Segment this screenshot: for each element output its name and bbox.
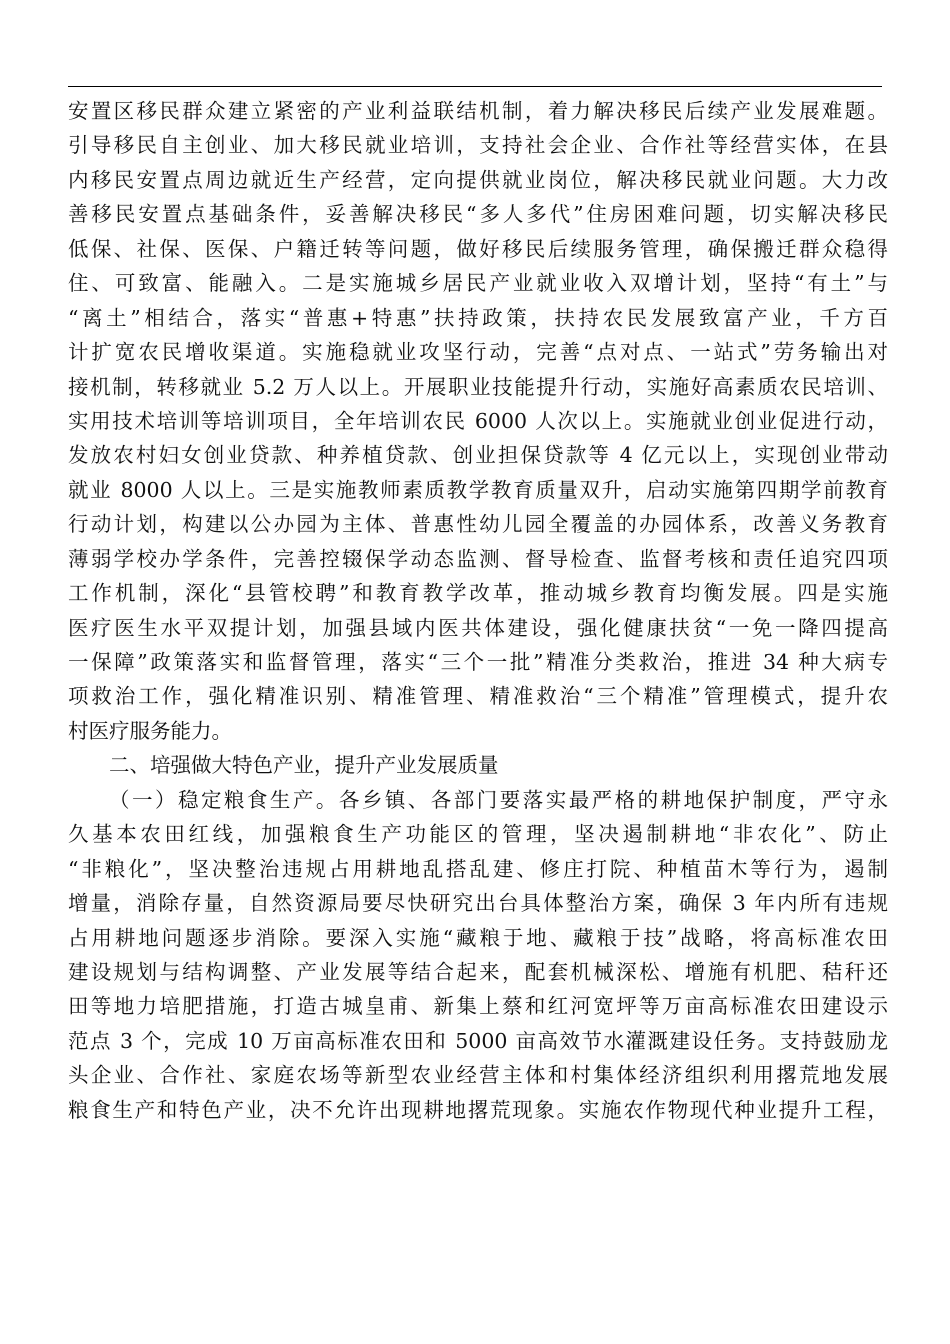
text-line: 薄弱学校办学条件，完善控辍保学动态监测、督导检查、监督考核和责任追究四项: [68, 546, 888, 571]
text-line: 增量，消除存量，自然资源局要尽快研究出台具体整治方案，确保 3 年内所有违规: [68, 891, 888, 916]
text-line: 占用耕地问题逐步消除。要深入实施“藏粮于地、藏粮于技”战略，将高标准农田: [68, 925, 888, 950]
text-line: 头企业、合作社、家庭农场等新型农业经营主体和村集体经济组织利用撂荒地发展: [68, 1063, 888, 1088]
text-line: （一）稳定粮食生产。各乡镇、各部门要落实最严格的耕地保护制度，严守永: [109, 787, 888, 812]
text-line: 发放农村妇女创业贷款、种养植贷款、创业担保贷款等 4 亿元以上，实现创业带动: [68, 443, 888, 468]
text-line: 范点 3 个，完成 10 万亩高标准农田和 5000 亩高效节水灌溉建设任务。支持鼓励龙: [68, 1028, 888, 1053]
text-line: 引导移民自主创业、加大移民就业培训，支持社会企业、合作社等经营实体，在县: [68, 133, 888, 158]
text-line: 内移民安置点周边就近生产经营，定向提供就业岗位，解决移民就业问题。大力改: [68, 167, 888, 192]
text-line: 安置区移民群众建立紧密的产业利益联结机制，着力解决移民后续产业发展难题。: [68, 99, 888, 123]
text-line: 就业 8000 人以上。三是实施教师素质教学教育质量双升，启动实施第四期学前教育: [68, 477, 888, 502]
text-line: 工作机制，深化“县管校聘”和教育教学改革，推动城乡教育均衡发展。四是实施: [68, 581, 888, 606]
text-line: 项救治工作，强化精准识别、精准管理、精准救治“三个精准”管理模式，提升农: [68, 684, 888, 709]
document-body: [68, 94, 888, 1127]
text-line: 行动计划，构建以公办园为主体、普惠性幼儿园全覆盖的办园体系，改善义务教育: [68, 512, 888, 537]
text-line: 接机制，转移就业 5.2 万人以上。开展职业技能提升行动，实施好高素质农民培训、: [68, 374, 888, 399]
text-line: 医疗医生水平双提计划，加强县域内医共体建设，强化健康扶贫“一免一降四提高: [68, 615, 888, 640]
text-line: 住、可致富、能融入。二是实施城乡居民产业就业收入双增计划，坚持“有土”与: [68, 271, 888, 296]
section-heading: 二、培强做大特色产业，提升产业发展质量: [109, 753, 499, 778]
text-line: 粮食生产和特色产业，决不允许出现耕地撂荒现象。实施农作物现代种业提升工程，: [68, 1097, 888, 1122]
text-line: 村医疗服务能力。: [68, 718, 232, 743]
text-line: “离土”相结合，落实“普惠+特惠”扶持政策，扶持农民发展致富产业，千方百: [68, 305, 888, 330]
text-line: 一保障”政策落实和监督管理，落实“三个一批”精准分类救治，推进 34 种大病专: [68, 650, 888, 674]
text-line: 田等地力培肥措施，打造古城皇甫、新集上蔡和红河宽坪等万亩高标准农田建设示: [68, 994, 888, 1019]
text-line: 久基本农田红线，加强粮食生产功能区的管理，坚决遏制耕地“非农化”、防止: [68, 822, 888, 847]
text-line: 低保、社保、医保、户籍迁转等问题，做好移民后续服务管理，确保搬迁群众稳得: [68, 236, 888, 261]
text-line: 善移民安置点基础条件，妥善解决移民“多人多代”住房困难问题，切实解决移民: [68, 202, 888, 227]
text-line: 实用技术培训等培训项目，全年培训农民 6000 人次以上。实施就业创业促进行动，: [68, 408, 888, 433]
text-line: 计扩宽农民增收渠道。实施稳就业攻坚行动，完善“点对点、一站式”劳务输出对: [68, 340, 888, 365]
text-line: “非粮化”，坚决整治违规占用耕地乱搭乱建、修庄打院、种植苗木等行为，遏制: [68, 856, 888, 881]
header-rule: [68, 86, 882, 87]
text-line: 建设规划与结构调整、产业发展等结合起来，配套机械深松、增施有机肥、秸秆还: [68, 959, 888, 984]
